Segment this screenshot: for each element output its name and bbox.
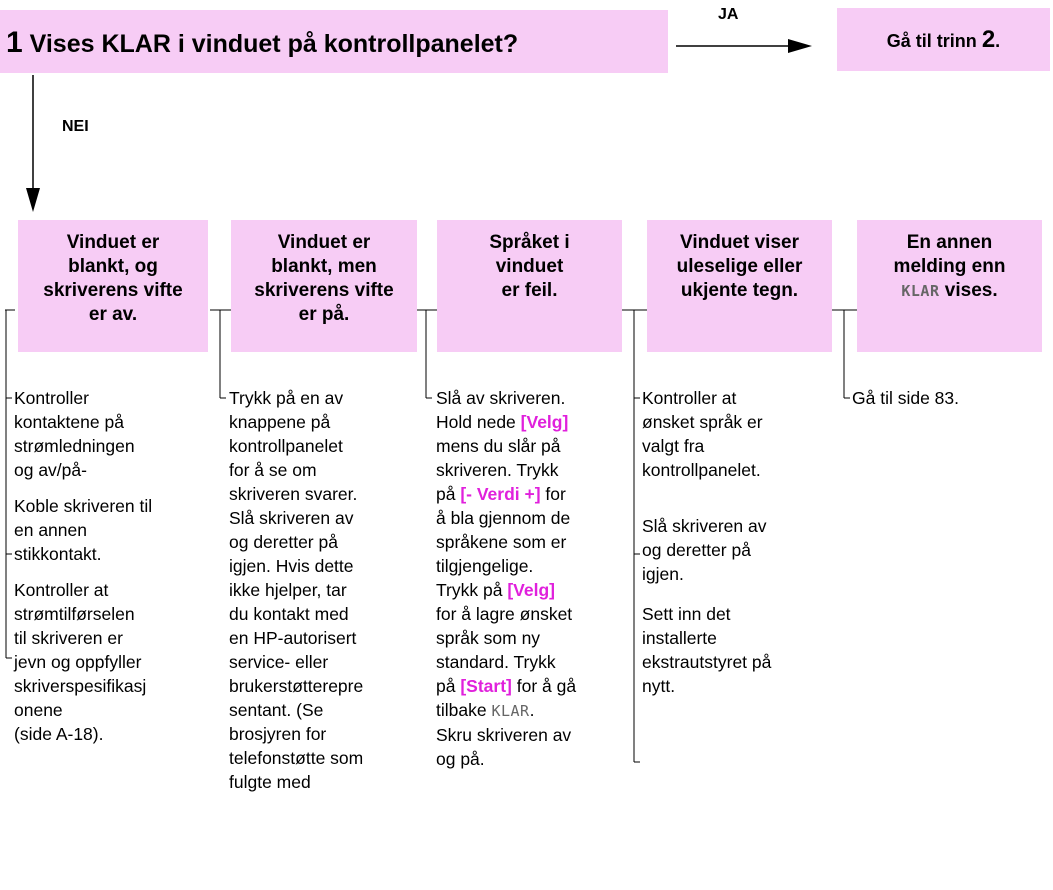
step-line: på (436, 484, 461, 504)
step-item (852, 386, 959, 410)
step-line: Trykk på (436, 580, 508, 600)
goto-step-number: 2 (981, 26, 996, 53)
header-line: blankt, og (68, 256, 158, 277)
step-line: og på. (436, 749, 485, 769)
step-line: (side A-18). (14, 724, 104, 744)
display-text-ready: KLAR (491, 702, 530, 720)
step-line: Kontroller (14, 388, 89, 408)
step-line: og deretter på (642, 540, 751, 560)
step-line: valgt fra (642, 436, 705, 456)
column-3-steps (436, 386, 576, 783)
header-box-5 (857, 220, 1042, 352)
step-line: Hold nede (436, 412, 521, 432)
column-1-steps (14, 386, 152, 758)
step-line: Trykk på en av (229, 388, 344, 408)
yes-label: JA (718, 6, 739, 23)
step-line: kontaktene på (14, 412, 124, 432)
step-line: Koble skriveren til (14, 496, 153, 516)
question-box (0, 10, 668, 73)
step-line: Gå til side 83. (852, 388, 959, 408)
step-item (642, 386, 771, 482)
step-line: Sett inn det (642, 604, 731, 624)
step-line: installerte (642, 628, 717, 648)
step-line: å bla gjennom de (436, 508, 571, 528)
header-line: er feil. (501, 280, 558, 301)
header-box-2 (231, 220, 417, 352)
header-line: vinduet (495, 256, 564, 277)
no-label: NEI (62, 118, 89, 135)
step-line: Slå skriveren av (229, 508, 354, 528)
header-line: Språket i (489, 232, 570, 253)
header-line: ukjente tegn. (680, 280, 799, 301)
goto-suffix: . (995, 31, 1001, 51)
step-line: igjen. (642, 564, 684, 584)
goto-step-box (837, 8, 1050, 71)
step-item (229, 386, 363, 794)
step-line: ønsket språk er (642, 412, 763, 432)
column-4-steps (642, 386, 771, 710)
goto-text: Gå til trinn (886, 31, 977, 51)
step-line: service- eller (229, 652, 329, 672)
step-line: ekstrautstyret på (642, 652, 772, 672)
step-line: standard. Trykk (436, 652, 556, 672)
column-5-steps (852, 386, 959, 422)
step-line: mens du slår på (436, 436, 561, 456)
step-line: skriveren. Trykk (436, 460, 559, 480)
header-line: Vinduet er (66, 232, 160, 253)
step-line: kontrollpanelet (229, 436, 343, 456)
key-value: [- Verdi +] (460, 484, 541, 504)
step-line: sentant. (Se (229, 700, 324, 720)
step-line: for å gå (511, 676, 577, 696)
header-line: melding enn (893, 256, 1006, 277)
step-line: tilbake (436, 700, 492, 720)
step-line: for å se om (229, 460, 317, 480)
step-line: for (540, 484, 566, 504)
display-text-ready: KLAR (901, 282, 940, 300)
step-line: nytt. (642, 676, 676, 696)
step-line: brukerstøtterepre (229, 676, 364, 696)
header-box-1 (18, 220, 208, 352)
header-box-4 (647, 220, 832, 352)
step-line: Kontroller at (14, 580, 109, 600)
header-suffix: vises. (939, 280, 998, 301)
key-start: [Start] (460, 676, 512, 696)
step-line: strømledningen (14, 436, 135, 456)
step-line: en annen (14, 520, 87, 540)
step-line: ikke hjelper, tar (229, 580, 347, 600)
header-line: En annen (906, 232, 993, 253)
step-item (14, 578, 152, 746)
step-line: fulgte med (229, 772, 311, 792)
header-line (857, 279, 1042, 303)
step-line: skriverspesifikasj (14, 676, 147, 696)
step-line: strømtilførselen (14, 604, 135, 624)
header-line: skriverens vifte (254, 280, 394, 301)
step-line: og av/på- (14, 460, 87, 480)
key-select: [Velg] (507, 580, 555, 600)
step-line: Skru skriveren av (436, 725, 572, 745)
step-line: til skriveren er (14, 628, 123, 648)
step-line: onene (14, 700, 63, 720)
header-line: er av. (88, 304, 138, 325)
step-item (14, 386, 152, 482)
step-item (642, 514, 771, 586)
step-line: Slå skriveren av (642, 516, 767, 536)
step-line: en HP-autorisert (229, 628, 357, 648)
step-line: Slå av skriveren. (436, 388, 566, 408)
question-text: Vises KLAR i vinduet på kontrollpanelet? (29, 30, 519, 58)
step-line: brosjyren for (229, 724, 327, 744)
header-line: skriverens vifte (43, 280, 183, 301)
step-line: tilgjengelige. (436, 556, 534, 576)
header-line: uleselige eller (676, 256, 803, 277)
column-2-steps (229, 386, 363, 806)
step-line: for å lagre ønsket (436, 604, 573, 624)
step-line: knappene på (229, 412, 331, 432)
header-line: blankt, men (271, 256, 377, 277)
step-number: 1 (6, 26, 23, 59)
step-line: Kontroller at (642, 388, 737, 408)
header-line: Vinduet viser (680, 232, 799, 253)
step-line: på (436, 676, 461, 696)
key-select: [Velg] (520, 412, 569, 432)
step-line: stikkontakt. (14, 544, 102, 564)
step-line: igjen. Hvis dette (229, 556, 354, 576)
step-line: . (529, 700, 535, 720)
header-box-3 (437, 220, 622, 352)
step-line: skriveren svarer. (229, 484, 358, 504)
header-line: er på. (298, 304, 350, 325)
step-line: språkene som er (436, 532, 567, 552)
header-line: Vinduet er (277, 232, 371, 253)
step-item (642, 602, 771, 698)
step-line: du kontakt med (229, 604, 349, 624)
step-item (436, 386, 576, 771)
step-line: kontrollpanelet. (642, 460, 761, 480)
step-line: jevn og oppfyller (14, 652, 142, 672)
step-line: og deretter på (229, 532, 338, 552)
step-item (14, 494, 152, 566)
step-line: språk som ny (436, 628, 541, 648)
step-line: telefonstøtte som (229, 748, 364, 768)
